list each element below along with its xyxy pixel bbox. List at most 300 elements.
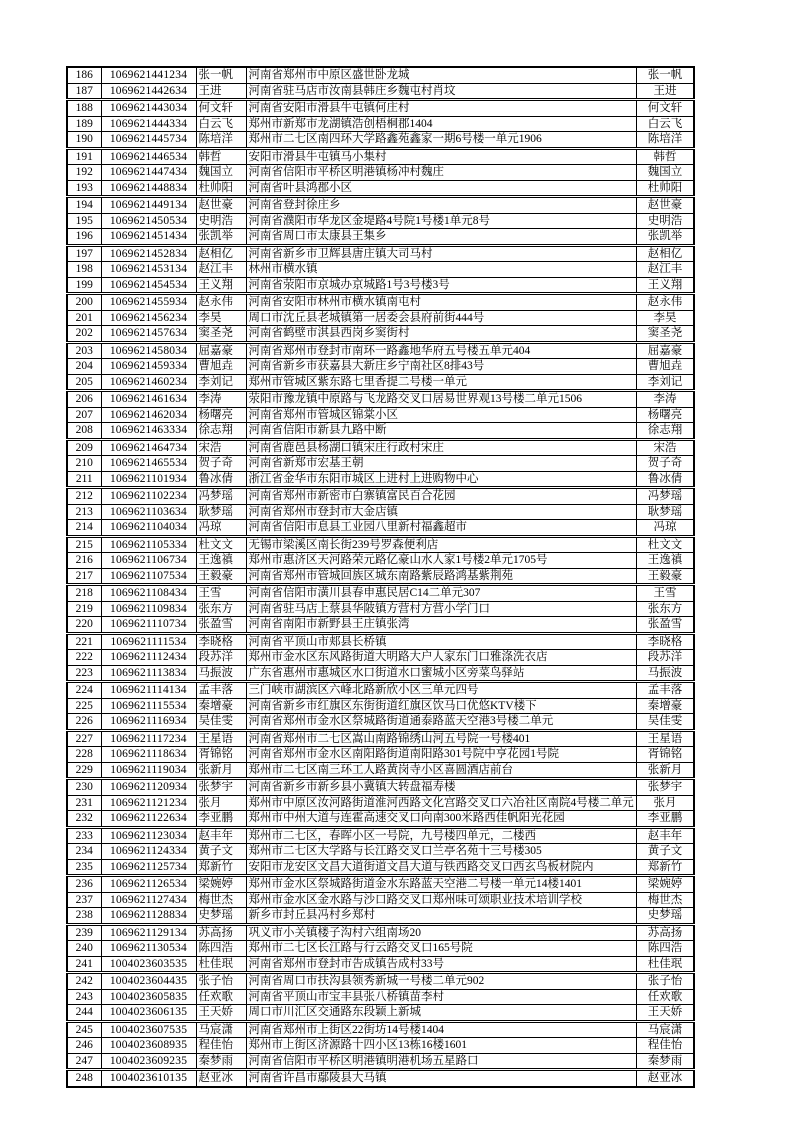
table-row [67, 665, 694, 682]
table-row [67, 892, 694, 908]
name-cell: 王雪 [196, 585, 246, 602]
name-confirm-cell: 冯梦瑶 [636, 488, 694, 505]
row-number-cell: 186 [67, 67, 101, 83]
row-number-cell: 199 [67, 277, 101, 294]
id-number-cell: 1069621441234 [101, 67, 196, 83]
row-number-cell: 222 [67, 650, 101, 666]
row-number-cell: 200 [67, 294, 101, 311]
address-cell: 周口市沈丘县老城镇第一居委会县府前街444号 [246, 310, 636, 326]
address-cell: 河南省安阳市滑县牛屯镇何庄村 [246, 100, 636, 117]
address-cell: 河南省荥阳市京城办京城路1号3号楼3号 [246, 277, 636, 294]
name-confirm-cell: 赵亚冰 [636, 1070, 694, 1087]
id-number-cell: 1069621126534 [101, 876, 196, 893]
name-cell: 徐志翔 [196, 423, 246, 440]
row-number-cell: 225 [67, 698, 101, 714]
name-cell: 梅世杰 [196, 892, 246, 908]
address-cell: 郑州市二七区南四环大学路鑫苑鑫家一期6号楼一单元1906 [246, 132, 636, 149]
row-number-cell: 203 [67, 342, 101, 359]
id-number-cell: 1069621102234 [101, 488, 196, 505]
name-cell: 窦圣尧 [196, 326, 246, 343]
row-number-cell: 229 [67, 762, 101, 779]
address-cell: 河南省郑州市登封市南环一路鑫地华府五号楼五单元404 [246, 342, 636, 359]
id-number-cell: 1069621116934 [101, 714, 196, 731]
name-cell: 张东方 [196, 601, 246, 617]
name-confirm-cell: 段苏洋 [636, 650, 694, 666]
address-cell: 河南省周口市太康县王集乡 [246, 229, 636, 246]
id-number-cell: 1069621464734 [101, 439, 196, 456]
id-number-cell: 1069621106734 [101, 553, 196, 569]
name-confirm-cell: 冯琼 [636, 520, 694, 537]
address-cell: 河南省郑州市管城回族区城东南路紫辰路鸿基紫荆苑 [246, 568, 636, 585]
id-number-cell: 1069621101934 [101, 471, 196, 488]
address-cell: 河南省鹿邑县杨湖口镇宋庄行政村宋庄 [246, 439, 636, 456]
id-number-cell: 1069621443034 [101, 100, 196, 117]
address-cell: 郑州市管城区紫东路七里香提二号楼一单元 [246, 374, 636, 391]
name-confirm-cell: 马宸潇 [636, 1021, 694, 1038]
name-confirm-cell: 李刘记 [636, 374, 694, 391]
name-confirm-cell: 赵世豪 [636, 197, 694, 214]
table-row [67, 504, 694, 520]
name-confirm-cell: 王天娇 [636, 1005, 694, 1022]
id-number-cell: 1004023606135 [101, 1005, 196, 1022]
name-cell: 王进 [196, 83, 246, 100]
name-cell: 赵永伟 [196, 294, 246, 311]
id-number-cell: 1069621453134 [101, 262, 196, 278]
name-confirm-cell: 杜文文 [636, 536, 694, 553]
name-cell: 孟丰落 [196, 682, 246, 699]
name-cell: 杜文文 [196, 536, 246, 553]
name-confirm-cell: 白云飞 [636, 116, 694, 132]
table-row [67, 1070, 694, 1087]
records-table [66, 66, 695, 1088]
id-number-cell: 1069621110734 [101, 617, 196, 634]
table-row [67, 1005, 694, 1022]
table-row [67, 132, 694, 149]
address-cell: 河南省新乡市新乡县小冀镇大转盘福寿楼 [246, 779, 636, 796]
table-row [67, 568, 694, 585]
name-cell: 宋浩 [196, 439, 246, 456]
name-confirm-cell: 屈嘉豪 [636, 342, 694, 359]
name-confirm-cell: 秦增豪 [636, 698, 694, 714]
name-confirm-cell: 赵江丰 [636, 262, 694, 278]
table-row [67, 342, 694, 359]
id-number-cell: 1069621114134 [101, 682, 196, 699]
address-cell: 郑州市上街区济源路十四小区13栋16楼1601 [246, 1038, 636, 1054]
address-cell: 河南省新乡市红旗区东街街道红旗区饮马口优悠KTV楼下 [246, 698, 636, 714]
row-number-cell: 204 [67, 359, 101, 375]
name-confirm-cell: 曹旭垚 [636, 359, 694, 375]
address-cell: 郑州市金水区金水路与沙口路交叉口郑州味可颂职业技术培训学校 [246, 892, 636, 908]
table-row [67, 180, 694, 197]
table-row [67, 456, 694, 472]
id-number-cell: 1069621130534 [101, 941, 196, 957]
row-number-cell: 213 [67, 504, 101, 520]
address-cell: 巩义市小关镇楼子沟村六组南场20 [246, 924, 636, 941]
name-confirm-cell: 杜佳珉 [636, 956, 694, 973]
row-number-cell: 237 [67, 892, 101, 908]
name-confirm-cell: 史梦瑶 [636, 908, 694, 925]
table-row [67, 439, 694, 456]
table-row [67, 83, 694, 100]
address-cell: 林州市横水镇 [246, 262, 636, 278]
address-cell: 河南省登封徐庄乡 [246, 197, 636, 214]
name-cell: 赵世豪 [196, 197, 246, 214]
table-row [67, 67, 694, 83]
row-number-cell: 223 [67, 665, 101, 682]
table-row [67, 245, 694, 262]
name-confirm-cell: 李晓格 [636, 633, 694, 650]
row-number-cell: 224 [67, 682, 101, 699]
name-cell: 陈培洋 [196, 132, 246, 149]
table-row [67, 859, 694, 876]
name-confirm-cell: 宋浩 [636, 439, 694, 456]
row-number-cell: 244 [67, 1005, 101, 1022]
name-confirm-cell: 王雪 [636, 585, 694, 602]
table-row [67, 423, 694, 440]
row-number-cell: 215 [67, 536, 101, 553]
id-number-cell: 1069621117234 [101, 730, 196, 747]
table-row [67, 148, 694, 165]
name-cell: 冯梦瑶 [196, 488, 246, 505]
address-cell: 河南省郑州市中原区盛世卧龙城 [246, 67, 636, 83]
id-number-cell: 1069621462034 [101, 407, 196, 423]
name-confirm-cell: 陈培洋 [636, 132, 694, 149]
table-row [67, 633, 694, 650]
row-number-cell: 202 [67, 326, 101, 343]
id-number-cell: 1004023609235 [101, 1053, 196, 1070]
name-cell: 秦增豪 [196, 698, 246, 714]
row-number-cell: 211 [67, 471, 101, 488]
row-number-cell: 206 [67, 391, 101, 408]
address-cell: 河南省郑州市金水区南阳路街道南阳路301号院中亨花园1号院 [246, 747, 636, 763]
name-confirm-cell: 耿梦瑶 [636, 504, 694, 520]
name-cell: 鲁冰倩 [196, 471, 246, 488]
name-cell: 胥锦铭 [196, 747, 246, 763]
address-cell: 河南省平顶山市宝丰县张八桥镇苗李村 [246, 989, 636, 1005]
address-cell: 三门峡市湖滨区六峰北路新欣小区三单元四号 [246, 682, 636, 699]
name-cell: 王天娇 [196, 1005, 246, 1022]
name-confirm-cell: 徐志翔 [636, 423, 694, 440]
address-cell: 河南省新乡市卫辉县唐庄镇大司马村 [246, 245, 636, 262]
name-cell: 屈嘉豪 [196, 342, 246, 359]
address-cell: 安阳市滑县牛屯镇马小集村 [246, 148, 636, 165]
row-number-cell: 243 [67, 989, 101, 1005]
address-cell: 河南省郑州市登封市告成镇告成村33号 [246, 956, 636, 973]
table-row [67, 989, 694, 1005]
name-confirm-cell: 李涛 [636, 391, 694, 408]
id-number-cell: 1069621120934 [101, 779, 196, 796]
id-number-cell: 1069621455934 [101, 294, 196, 311]
address-cell: 郑州市金水区东风路街道大明路大户人家东门口雅涤洗衣店 [246, 650, 636, 666]
table-row [67, 294, 694, 311]
name-confirm-cell: 贺子奇 [636, 456, 694, 472]
name-confirm-cell: 程佳怡 [636, 1038, 694, 1054]
name-confirm-cell: 史明浩 [636, 213, 694, 229]
name-cell: 吴佳雯 [196, 714, 246, 731]
name-confirm-cell: 鲁冰倩 [636, 471, 694, 488]
name-cell: 任欢歌 [196, 989, 246, 1005]
name-confirm-cell: 李亚鹏 [636, 811, 694, 828]
address-cell: 郑州市惠济区天河路荣元路亿豪山水人家1号楼2单元1705号 [246, 553, 636, 569]
row-number-cell: 188 [67, 100, 101, 117]
id-number-cell: 1004023603535 [101, 956, 196, 973]
id-number-cell: 1069621129134 [101, 924, 196, 941]
name-confirm-cell: 张子怡 [636, 973, 694, 990]
name-cell: 陈四浩 [196, 941, 246, 957]
row-number-cell: 220 [67, 617, 101, 634]
table-row [67, 197, 694, 214]
address-cell: 河南省平顶山市郏县长桥镇 [246, 633, 636, 650]
id-number-cell: 1069621463334 [101, 423, 196, 440]
name-cell: 王毅豪 [196, 568, 246, 585]
address-cell: 无锡市梁溪区南长街239号罗森便利店 [246, 536, 636, 553]
name-cell: 苏高扬 [196, 924, 246, 941]
id-number-cell: 1069621107534 [101, 568, 196, 585]
name-cell: 李刘记 [196, 374, 246, 391]
row-number-cell: 209 [67, 439, 101, 456]
id-number-cell: 1004023608935 [101, 1038, 196, 1054]
table-row [67, 795, 694, 811]
id-number-cell: 1069621460234 [101, 374, 196, 391]
row-number-cell: 232 [67, 811, 101, 828]
row-number-cell: 218 [67, 585, 101, 602]
name-confirm-cell: 郑新竹 [636, 859, 694, 876]
id-number-cell: 1069621457634 [101, 326, 196, 343]
row-number-cell: 194 [67, 197, 101, 214]
address-cell: 河南省南阳市新野县王庄镇张湾 [246, 617, 636, 634]
table-row [67, 310, 694, 326]
name-cell: 李涛 [196, 391, 246, 408]
table-row [67, 553, 694, 569]
id-number-cell: 1069621461634 [101, 391, 196, 408]
name-cell: 赵相亿 [196, 245, 246, 262]
name-confirm-cell: 黄子文 [636, 844, 694, 860]
name-cell: 张梦宇 [196, 779, 246, 796]
address-cell: 河南省郑州市登封市大金店镇 [246, 504, 636, 520]
table-row [67, 617, 694, 634]
id-number-cell: 1069621449134 [101, 197, 196, 214]
id-number-cell: 1069621123034 [101, 827, 196, 844]
table-row [67, 827, 694, 844]
name-cell: 赵亚冰 [196, 1070, 246, 1087]
row-number-cell: 226 [67, 714, 101, 731]
id-number-cell: 1069621448834 [101, 180, 196, 197]
name-confirm-cell: 苏高扬 [636, 924, 694, 941]
name-confirm-cell: 张凯举 [636, 229, 694, 246]
address-cell: 河南省郑州市新密市白寨镇富民百合花园 [246, 488, 636, 505]
row-number-cell: 248 [67, 1070, 101, 1087]
table-row [67, 326, 694, 343]
id-number-cell: 1069621125734 [101, 859, 196, 876]
name-cell: 梁婉婷 [196, 876, 246, 893]
row-number-cell: 217 [67, 568, 101, 585]
table-row [67, 1038, 694, 1054]
name-cell: 史梦瑶 [196, 908, 246, 925]
id-number-cell: 1069621451434 [101, 229, 196, 246]
id-number-cell: 1069621112434 [101, 650, 196, 666]
name-cell: 张新月 [196, 762, 246, 779]
address-cell: 郑州市中原区汝河路街道淮河西路文化宫路交叉口六冶社区南院4号楼二单元 [246, 795, 636, 811]
name-cell: 秦梦雨 [196, 1053, 246, 1070]
name-cell: 赵丰年 [196, 827, 246, 844]
name-cell: 李晓格 [196, 633, 246, 650]
table-row [67, 924, 694, 941]
name-confirm-cell: 任欢歌 [636, 989, 694, 1005]
name-confirm-cell: 何文轩 [636, 100, 694, 117]
row-number-cell: 235 [67, 859, 101, 876]
id-number-cell: 1069621115534 [101, 698, 196, 714]
records-table-body [67, 67, 694, 1087]
table-row [67, 730, 694, 747]
table-row [67, 811, 694, 828]
id-number-cell: 1069621128834 [101, 908, 196, 925]
address-cell: 河南省濮阳市华龙区金堤路4号院1号楼1单元8号 [246, 213, 636, 229]
id-number-cell: 1069621122634 [101, 811, 196, 828]
row-number-cell: 193 [67, 180, 101, 197]
name-cell: 马振波 [196, 665, 246, 682]
name-confirm-cell: 马振波 [636, 665, 694, 682]
row-number-cell: 195 [67, 213, 101, 229]
id-number-cell: 1069621458034 [101, 342, 196, 359]
id-number-cell: 1069621459334 [101, 359, 196, 375]
address-cell: 河南省叶县鸿郡小区 [246, 180, 636, 197]
name-confirm-cell: 王进 [636, 83, 694, 100]
name-confirm-cell: 王毅豪 [636, 568, 694, 585]
row-number-cell: 207 [67, 407, 101, 423]
table-row [67, 876, 694, 893]
id-number-cell: 1069621103634 [101, 504, 196, 520]
name-cell: 李亚鹏 [196, 811, 246, 828]
address-cell: 河南省鹤壁市淇县西岗乡窦街村 [246, 326, 636, 343]
id-number-cell: 1069621124334 [101, 844, 196, 860]
address-cell: 郑州市二七区大学路与长江路交叉口兰亭名苑十三号楼305 [246, 844, 636, 860]
table-row [67, 941, 694, 957]
address-cell: 河南省信阳市平桥区明港镇杨冲村魏庄 [246, 165, 636, 181]
address-cell: 广东省惠州市惠城区水口街道水口蜜城小区旁菜鸟驿站 [246, 665, 636, 682]
name-cell: 段苏洋 [196, 650, 246, 666]
name-cell: 韩哲 [196, 148, 246, 165]
table-row [67, 650, 694, 666]
name-confirm-cell: 张盈雪 [636, 617, 694, 634]
table-row [67, 116, 694, 132]
address-cell: 郑州市中州大道与连霍高速交叉口向南300米路西佳帆阳光花园 [246, 811, 636, 828]
id-number-cell: 1069621118634 [101, 747, 196, 763]
name-confirm-cell: 张东方 [636, 601, 694, 617]
name-cell: 张凯举 [196, 229, 246, 246]
address-cell: 河南省驻马店市汝南县韩庄乡魏屯村肖坟 [246, 83, 636, 100]
name-cell: 张一帆 [196, 67, 246, 83]
table-row [67, 779, 694, 796]
name-cell: 冯琼 [196, 520, 246, 537]
name-cell: 杨曙亮 [196, 407, 246, 423]
table-row [67, 973, 694, 990]
address-cell: 河南省周口市扶沟县领秀新城一号楼二单元902 [246, 973, 636, 990]
name-confirm-cell: 赵永伟 [636, 294, 694, 311]
id-number-cell: 1004023605835 [101, 989, 196, 1005]
row-number-cell: 241 [67, 956, 101, 973]
name-confirm-cell: 王星语 [636, 730, 694, 747]
row-number-cell: 240 [67, 941, 101, 957]
address-cell: 河南省许昌市鄢陵县大马镇 [246, 1070, 636, 1087]
id-number-cell: 1069621105334 [101, 536, 196, 553]
row-number-cell: 212 [67, 488, 101, 505]
name-cell: 程佳怡 [196, 1038, 246, 1054]
table-row [67, 213, 694, 229]
name-cell: 张子怡 [196, 973, 246, 990]
id-number-cell: 1069621456234 [101, 310, 196, 326]
id-number-cell: 1069621445734 [101, 132, 196, 149]
name-cell: 贺子奇 [196, 456, 246, 472]
table-row [67, 908, 694, 925]
table-row [67, 956, 694, 973]
id-number-cell: 1069621444334 [101, 116, 196, 132]
table-row [67, 359, 694, 375]
name-confirm-cell: 赵相亿 [636, 245, 694, 262]
row-number-cell: 192 [67, 165, 101, 181]
name-confirm-cell: 秦梦雨 [636, 1053, 694, 1070]
row-number-cell: 219 [67, 601, 101, 617]
table-row [67, 747, 694, 763]
name-confirm-cell: 张一帆 [636, 67, 694, 83]
table-row [67, 698, 694, 714]
name-cell: 张月 [196, 795, 246, 811]
row-number-cell: 239 [67, 924, 101, 941]
name-cell: 史明浩 [196, 213, 246, 229]
table-row [67, 714, 694, 731]
row-number-cell: 210 [67, 456, 101, 472]
row-number-cell: 247 [67, 1053, 101, 1070]
address-cell: 河南省信阳市新县九路中断 [246, 423, 636, 440]
table-row [67, 471, 694, 488]
name-cell: 王星语 [196, 730, 246, 747]
table-row [67, 100, 694, 117]
id-number-cell: 1004023604435 [101, 973, 196, 990]
table-row [67, 682, 694, 699]
table-row [67, 229, 694, 246]
name-cell: 黄子文 [196, 844, 246, 860]
row-number-cell: 198 [67, 262, 101, 278]
table-row [67, 277, 694, 294]
address-cell: 河南省信阳市息县工业园八里新村福鑫超市 [246, 520, 636, 537]
row-number-cell: 214 [67, 520, 101, 537]
name-cell: 何文轩 [196, 100, 246, 117]
table-row [67, 536, 694, 553]
row-number-cell: 191 [67, 148, 101, 165]
address-cell: 河南省郑州市金水区祭城路街道通泰路蓝天空港3号楼二单元 [246, 714, 636, 731]
address-cell: 浙江省金华市东阳市城区上进村上进购物中心 [246, 471, 636, 488]
id-number-cell: 1069621121234 [101, 795, 196, 811]
row-number-cell: 187 [67, 83, 101, 100]
name-confirm-cell: 赵丰年 [636, 827, 694, 844]
id-number-cell: 1069621109834 [101, 601, 196, 617]
address-cell: 河南省信阳市潢川县春申惠民居C14二单元307 [246, 585, 636, 602]
table-row [67, 374, 694, 391]
name-cell: 杜帅阳 [196, 180, 246, 197]
name-cell: 李昊 [196, 310, 246, 326]
name-confirm-cell: 孟丰落 [636, 682, 694, 699]
name-cell: 赵江丰 [196, 262, 246, 278]
address-cell: 河南省新郑市宏基王朝 [246, 456, 636, 472]
address-cell: 河南省郑州市二七区嵩山南路锦绣山河五号院一号楼401 [246, 730, 636, 747]
address-cell: 周口市川汇区交通路东段颖上新城 [246, 1005, 636, 1022]
name-cell: 张盈雪 [196, 617, 246, 634]
row-number-cell: 238 [67, 908, 101, 925]
address-cell: 河南省郑州市管城区锦棠小区 [246, 407, 636, 423]
row-number-cell: 242 [67, 973, 101, 990]
address-cell: 郑州市新郑市龙湖镇浩创梧桐郡1404 [246, 116, 636, 132]
id-number-cell: 1004023610135 [101, 1070, 196, 1087]
id-number-cell: 1069621446534 [101, 148, 196, 165]
